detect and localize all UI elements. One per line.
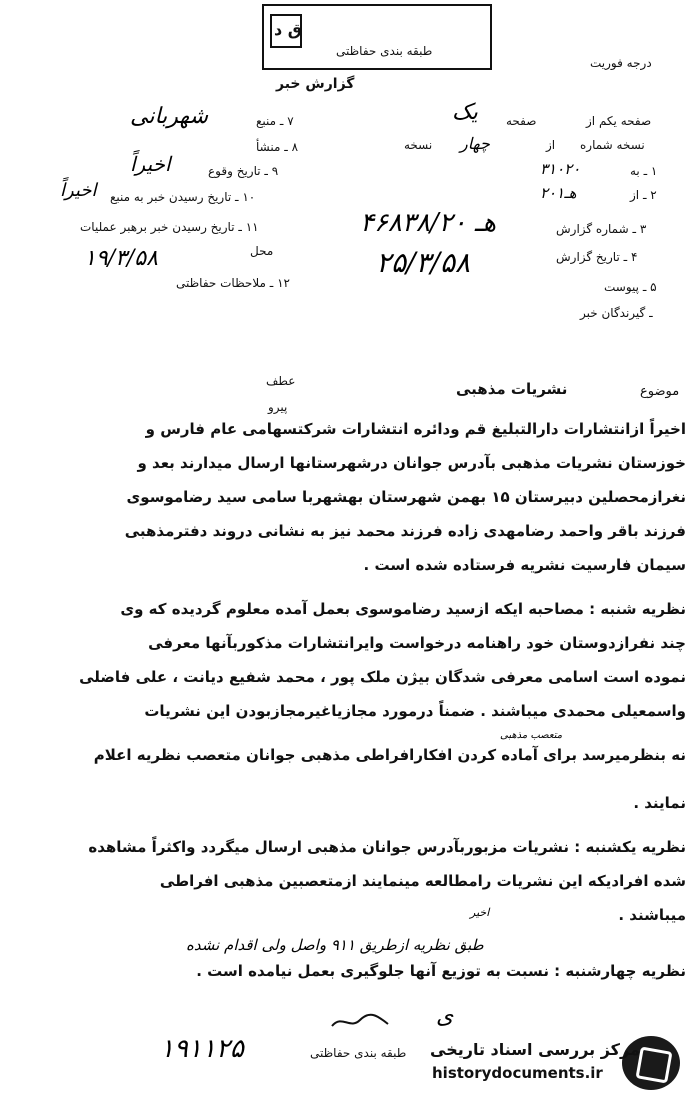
follow-label: پیرو — [268, 400, 288, 414]
item6-label: ـ گیرندگان خبر — [580, 306, 653, 320]
stamp-text: ق د — [274, 20, 303, 39]
item11-place: محل — [250, 244, 274, 258]
item2-label: ۲ ـ از — [630, 188, 657, 202]
body-line-3: نغرازمحصلین دبیرستان ۱۵ بهمن شهرستان بهشهربا سامی سید رضاموسوی — [126, 488, 686, 506]
copy-label-2: نسخه — [404, 138, 433, 152]
body-line-1: اخیراً ازانتشارات دارالتبلیغ قم ودائره انتشارات شرکتسهامی عام فارس و — [145, 420, 686, 438]
item8-label: ۸ ـ منشأ — [256, 140, 299, 154]
item12-label: ۱۲ ـ ملاحظات حفاظتی — [176, 276, 290, 290]
subject-label: موضوع — [640, 384, 680, 399]
item4-label: ۴ ـ تاریخ گزارش — [556, 250, 638, 264]
body-line-5: سیمان فارسیت نشریه فرستاده شده است . — [363, 556, 686, 574]
page-label-2: صفحه — [506, 114, 537, 128]
handwritten-note: طبق نظریه ازطریق ۹۱۱ واصل ولی اقدام نشده — [186, 936, 484, 954]
item1-value: ۳۱۰۲۰ — [540, 160, 581, 178]
body-line-10: نه بنظرمیرسد برای آماده کردن افکارافراطی مذهبی جوانان متعصب نظریه اعلام — [93, 746, 686, 764]
report-title: گزارش خبر — [276, 76, 355, 92]
item7-label: ۷ ـ منبع — [256, 114, 294, 128]
copy-value: چهار — [460, 134, 490, 153]
copy-of: از — [546, 138, 556, 152]
footer-classification-label: طبقه بندی حفاظتی — [310, 1046, 407, 1060]
body-line-7: چند نفرازدوستان خود راهنامه درخواست وایرانتشارات مذکوربآنها معرفی — [148, 634, 686, 652]
signature-initials: ی — [436, 1004, 454, 1029]
body-line-13: شده افرادیکه این نشریات رامطالعه مینمایند ازمتعصبین مذهبی افراطی — [159, 872, 686, 890]
side-mark: اخیر — [470, 906, 490, 919]
footer-stamp-number: ۱۹۱۱۲۵ — [160, 1034, 244, 1064]
body-line-14: میباشند . — [618, 906, 686, 924]
item7-value: شهربانی — [130, 104, 208, 129]
item9-value: اخیراً — [130, 152, 171, 176]
item4-value: ۲۵/۳/۵۸ — [376, 246, 471, 279]
copy-label: نسخه شماره — [580, 138, 645, 152]
item1-label: ۱ ـ به — [630, 164, 658, 178]
item11-value: ۱۹/۳/۵۸ — [84, 246, 158, 271]
archive-url: historydocuments.ir — [432, 1064, 603, 1082]
signature-scribble — [330, 1012, 390, 1032]
body-line-4: فرزند باقر واحمد رضامهدی زاده فرزند محمد نیز به نشانی دروند دفترمذهبی — [124, 522, 686, 540]
archive-name: مرکز بررسی اسناد تاریخی — [430, 1040, 640, 1059]
body-line-11: نمایند . — [633, 794, 686, 812]
item3-label: ۳ ـ شماره گزارش — [556, 222, 647, 236]
body-line-15: نظریه چهارشنبه : نسبت به توزیع آنها جلوگیری بعمل نیامده است . — [196, 962, 686, 980]
body-line-12: نظریه یکشنبه : نشریات مزبوربآدرس جوانان مذهبی ارسال میگردد واکثراً مشاهده — [88, 838, 686, 856]
page-value: یک — [452, 100, 478, 125]
body-line-8: نموده است اسامی معرفی شدگان بیژن ملک پور ، محمد شفیع دیانت ، علی فاضلی — [79, 668, 686, 686]
body-line-9: واسمعیلی محمدی میباشند . ضمناً درمورد مجازیاغیرمجازبودن این نشریات — [144, 702, 686, 720]
item9-label: ۹ ـ تاریخ وقوع — [208, 164, 279, 178]
item2-value: ۲۰هـ۱ — [540, 184, 577, 202]
classification-label: طبقه بندی حفاظتی — [336, 44, 433, 58]
urgency-label: درجه فوریت — [590, 56, 652, 70]
item10-value: اخیراً — [60, 180, 97, 201]
note-above-line: متعصب مذهبی — [500, 730, 563, 741]
item5-label: ۵ ـ پیوست — [604, 280, 657, 294]
classification-box — [262, 4, 492, 70]
item10-label: ۱۰ ـ تاریخ رسیدن خبر به منبع — [110, 190, 256, 204]
page-label: صفحه یکم از — [586, 114, 652, 128]
subject-value: نشریات مذهبی — [456, 380, 568, 398]
item3-value: ۴۶۸۳۸/۲۰ هـ — [360, 208, 497, 238]
ref-label: عطف — [266, 374, 296, 388]
body-line-2: خوزستان نشریات مذهبی بآدرس جوانان درشهرستانها ارسال میدارند بعد و — [137, 454, 686, 472]
body-line-6: نظریه شنبه : مصاحبه ایکه ازسید رضاموسوی بعمل آمده معلوم گردیده که وی — [120, 600, 686, 618]
item11-label: ۱۱ ـ تاریخ رسیدن خبر برهبر عملیات — [80, 220, 259, 234]
